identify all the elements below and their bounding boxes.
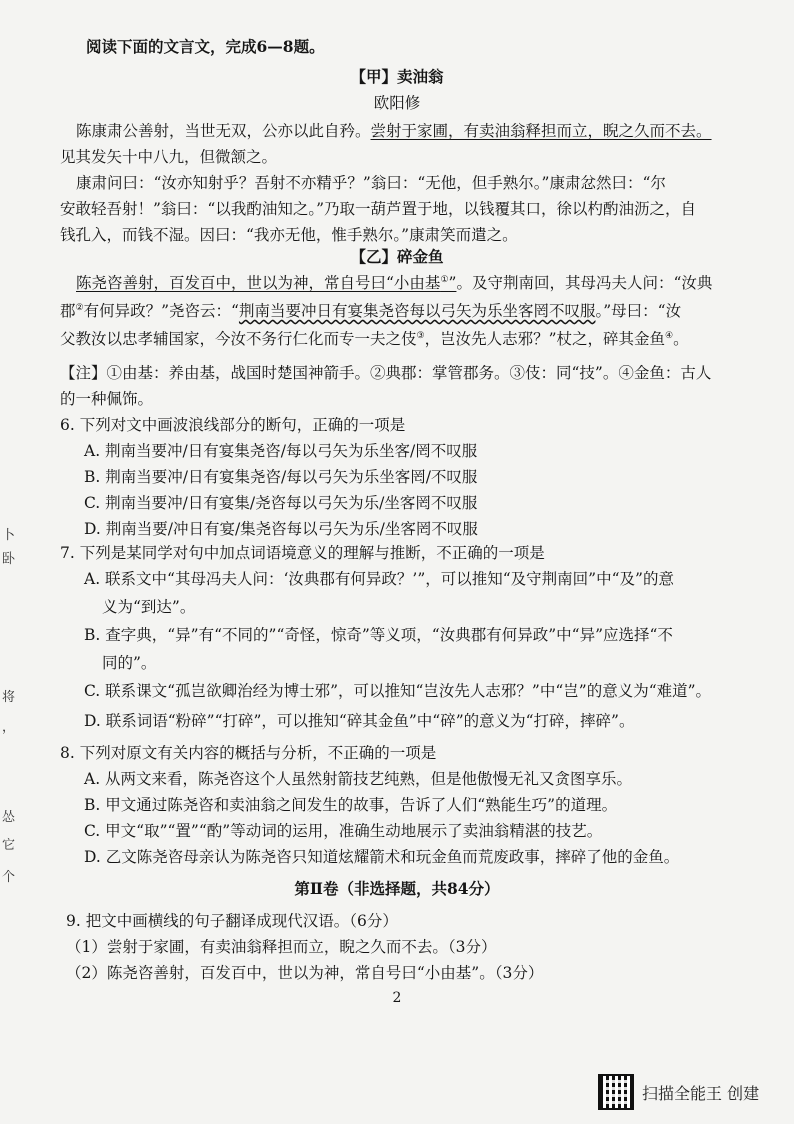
text-a-title: 【甲】卖油翁 [350, 67, 444, 86]
q6-option-c: C. 荆南当要冲/日有宴集/尧咨每以弓矢为乐/坐客罔不叹服 [84, 494, 478, 512]
question-7-stem: 7. 下列是某同学对句中加点词语境意义的理解与推断，不正确的一项是 [60, 544, 545, 562]
text-a-paragraph-1: 陈康肃公善射，当世无双，公亦以此自矜。尝射于家圃，有卖油翁释担而立，睨之久而不去。 [76, 122, 712, 140]
text-b-paragraph-1-cont: 郡②有何异政？”尧咨云：“荆南当要冲日有宴集尧咨每以弓矢为乐坐客罔不叹服。”母曰：“汝 [60, 302, 682, 320]
page-number: 2 [392, 990, 402, 1006]
text-a-paragraph-2-end: 钱孔入，而钱不湿。因曰：“我亦无他，惟手熟尔。”康肃笑而遣之。 [60, 226, 518, 244]
q8-option-c: C. 甲文“取”“置”“酌”等动词的运用，准确生动地展示了卖油翁精湛的技艺。 [84, 822, 603, 840]
question-9-stem: 9. 把文中画横线的句子翻译成现代汉语。（6分） [66, 912, 398, 930]
q6-option-d: D. 荆南当要/冲日有宴/集尧咨每以弓矢为乐/坐客罔不叹服 [84, 520, 478, 538]
text-a-paragraph-2-cont: 安敢轻吾射！”翁曰：“以我酌油知之。”乃取一葫芦置于地，以钱覆其口，徐以杓酌油沥之，自 [60, 200, 697, 218]
q8-option-d: D. 乙文陈尧咨母亲认为陈尧咨只知道炫耀箭术和玩金鱼而荒废政事，摔碎了他的金鱼。 [84, 848, 680, 866]
q7-option-a-cont: 义为“到达”。 [102, 598, 196, 616]
text-a-paragraph-2: 康肃问曰：“汝亦知射乎？吾射不亦精乎？”翁曰：“无他，但手熟尔。”康肃忿然曰：“尔 [76, 174, 666, 192]
underlined-sentence-1: 尝射于家圃，有卖油翁释担而立，睨之久而不去。 [370, 122, 712, 140]
text-a-author: 欧阳修 [373, 94, 421, 112]
q7-option-b: B. 查字典，“异”有“不同的”“奇怪，惊奇”等义项，“汝典郡有何异政”中“异”应选择“不 [84, 626, 673, 644]
edge-mark: 个 [2, 870, 16, 885]
scanner-brand-text: 扫描全能王 创建 [642, 1083, 760, 1103]
question-8-stem: 8. 下列对原文有关内容的概括与分析，不正确的一项是 [60, 744, 437, 762]
q7-option-b-cont: 同的”。 [102, 654, 157, 672]
edge-mark: 卧 [2, 552, 16, 567]
reading-intro: 阅读下面的文言文，完成6—8题。 [86, 37, 325, 56]
edge-mark: 怂 [2, 810, 16, 825]
q7-option-a: A. 联系文中“其母冯夫人问：‘汝典郡有何异政？’”，可以推知“及守荆南回”中“及”的意 [84, 570, 674, 588]
notes-line-2: 的一种佩饰。 [60, 390, 154, 408]
underlined-sentence-2: 陈尧咨善射，百发百中，世以为神，常自号曰“小由基①” [76, 274, 457, 292]
q9-sentence-2: （2）陈尧咨善射，百发百中，世以为神，常自号曰“小由基”。（3分） [66, 964, 544, 982]
wavy-underlined-passage: 荆南当要冲日有宴集尧咨每以弓矢为乐坐客罔不叹服 [238, 302, 596, 320]
q7-option-c: C. 联系课文“孤岂欲卿治经为博士邪”，可以推知“岂汝先人志邪？”中“岂”的意义为“难道”。 [84, 682, 712, 700]
edge-mark: ， [2, 720, 16, 735]
q8-option-a: A. 从两文来看，陈尧咨这个人虽然射箭技艺纯熟，但是他傲慢无礼又贪图享乐。 [84, 770, 633, 788]
q9-sentence-1: （1）尝射于家圃，有卖油翁释担而立，睨之久而不去。（3分） [66, 938, 497, 956]
notes-line-1: 【注】①由基：养由基，战国时楚国神箭手。②典郡：掌管郡务。③伎：同“技”。④金鱼：古人 [60, 364, 712, 382]
text-b-paragraph-1: 陈尧咨善射，百发百中，世以为神，常自号曰“小由基①”。及守荆南回，其母冯夫人问：“汝典 [76, 274, 713, 292]
edge-mark: 将 [2, 690, 16, 705]
q6-option-b: B. 荆南当要冲/日有宴集尧咨/每以弓矢为乐坐客罔/不叹服 [84, 468, 478, 486]
q6-option-a: A. 荆南当要冲/日有宴集尧咨/每以弓矢为乐坐客/罔不叹服 [84, 442, 478, 460]
section-2-heading: 第Ⅱ卷（非选择题，共84分） [294, 879, 500, 898]
text-a-paragraph-1-cont: 见其发矢十中八九，但微颔之。 [60, 148, 278, 166]
q8-option-b: B. 甲文通过陈尧咨和卖油翁之间发生的故事，告诉了人们“熟能生巧”的道理。 [84, 796, 618, 814]
edge-mark: 它 [2, 838, 16, 853]
text-b-paragraph-1-end: 父教汝以忠孝辅国家，今汝不务行仁化而专一夫之伎③，岂汝先人志邪？”杖之，碎其金鱼④。 [60, 330, 689, 348]
edge-mark: 卜 [2, 528, 16, 543]
text-b-title: 【乙】碎金鱼 [350, 247, 444, 266]
q7-option-d: D. 联系词语“粉碎”“打碎”，可以推知“碎其金鱼”中“碎”的意义为“打碎，摔碎”。 [84, 712, 635, 730]
qr-code-icon [598, 1074, 634, 1110]
question-6-stem: 6. 下列对文中画波浪线部分的断句，正确的一项是 [60, 416, 406, 434]
scanner-watermark [598, 1072, 759, 1112]
